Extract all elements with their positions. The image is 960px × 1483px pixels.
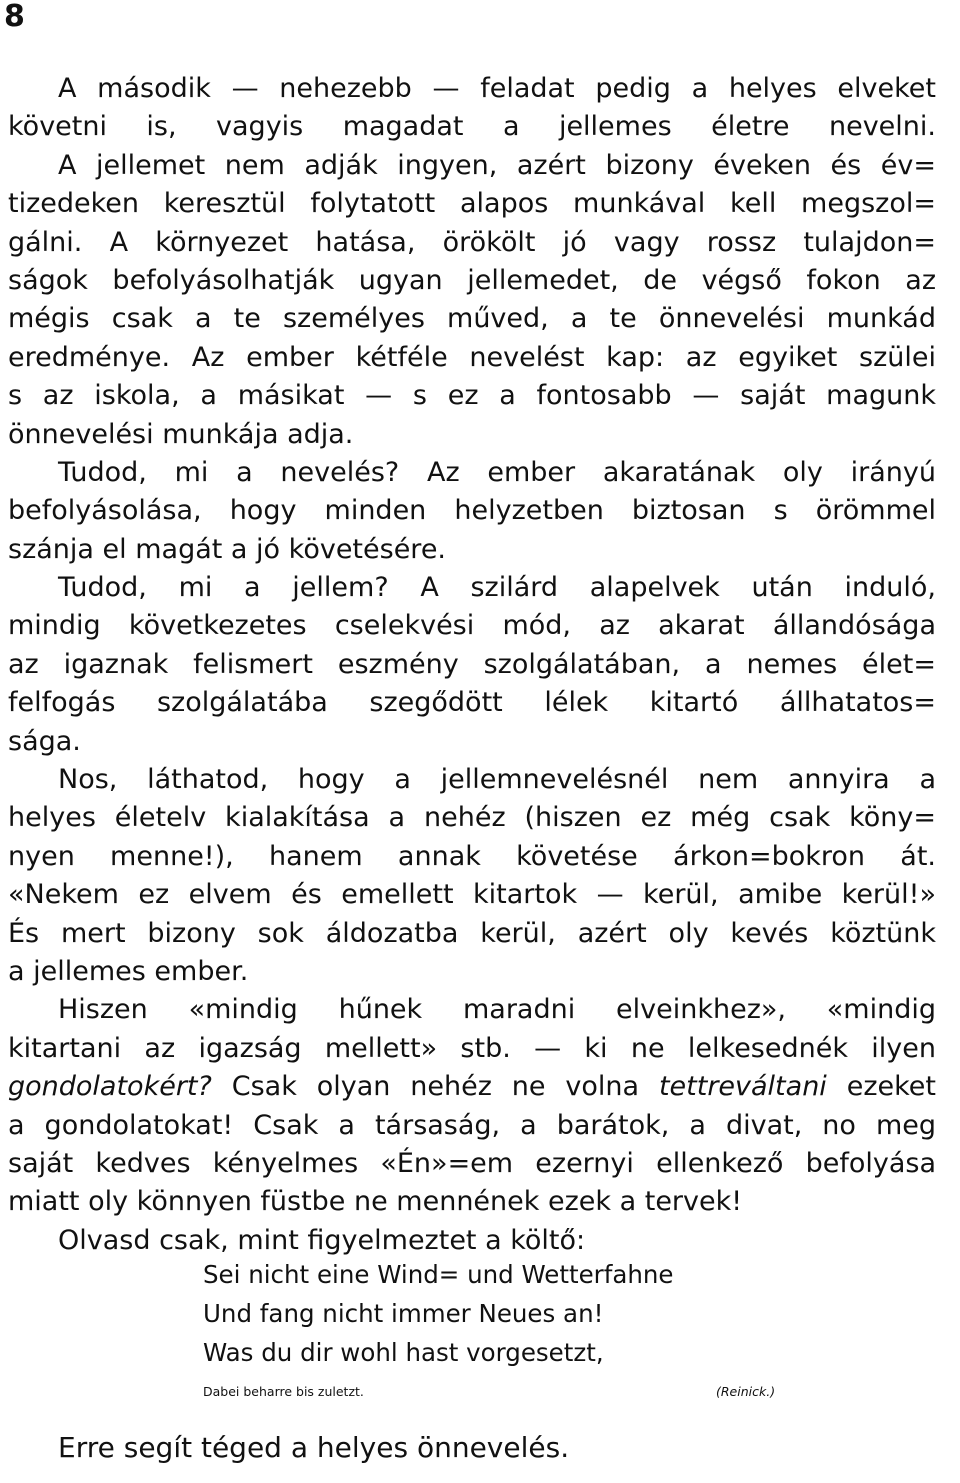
- text-line: önnevelési munkája adja.: [8, 418, 354, 450]
- text-line: sága.: [8, 725, 81, 757]
- text-line: befolyásolása, hogy minden helyzetben biztosan s örömmel: [8, 495, 936, 527]
- text-line: Nos, láthatod, hogy a jellemnevelésnél nem annyira a: [58, 764, 936, 796]
- text-line: Olvasd csak, mint figyelmeztet a költő:: [58, 1224, 586, 1256]
- poem-quote: [203, 1255, 776, 1411]
- text-line: szánja el magát a jó követésére.: [8, 533, 447, 565]
- poem-line: Was du dir wohl hast vorgesetzt,: [203, 1338, 604, 1367]
- emphasis-gondolatokert: gondolatokért?: [8, 1071, 212, 1103]
- text-segment: ezeket: [846, 1071, 936, 1103]
- poem-last-line-text: Dabei beharre bis zuletzt.: [203, 1384, 364, 1399]
- text-line: s az iskola, a másikat — s ez a fontosabb — saját magunk: [8, 380, 936, 412]
- text-line: ságok befolyásolhatják ugyan jellemedet, de végső fokon az: [8, 264, 936, 296]
- text-line: A jellemet nem adják ingyen, azért bizony éveken és év=: [58, 149, 936, 181]
- text-line: kitartani az igazság mellett» stb. — ki ne lelkesednék ilyen: [8, 1032, 936, 1064]
- text-line: mégis csak a te személyes műved, a te önnevelési munkád: [8, 303, 936, 335]
- emphasis-tettrevaltani: tettreváltani: [658, 1071, 827, 1103]
- text-line: A második — nehezebb — feladat pedig a helyes elveket: [58, 73, 936, 104]
- text-line: mindig következetes cselekvési mód, az akarat állandósága: [8, 610, 936, 642]
- text-line: a jellemes ember.: [8, 955, 249, 987]
- text-line: [8, 1068, 936, 1106]
- poem-line: Und fang nicht immer Neues an!: [203, 1299, 604, 1328]
- text-segment: Csak olyan nehéz ne volna: [231, 1071, 640, 1103]
- poem-line: Sei nicht eine Wind= und Wetterfahne: [203, 1260, 674, 1289]
- text-line: gálni. A környezet hatása, örökölt jó vagy rossz tulajdon=: [8, 226, 936, 258]
- page-number: 8: [4, 0, 25, 34]
- text-line: «Nekem ez elvem és emellett kitartok — kerül, amibe kerül!»: [8, 879, 936, 911]
- poem-attribution: (Reinick.): [716, 1384, 776, 1399]
- text-line: És mert bizony sok áldozatba kerül, azért oly kevés köztünk: [8, 917, 936, 949]
- text-line: nyen menne!), hanem annak követése árkon=bokron át.: [8, 840, 936, 872]
- text-line: az igaznak felismert eszmény szolgálatában, a nemes élet=: [8, 648, 936, 680]
- text-line: tizedeken keresztül folytatott alapos munkával kell megszol=: [8, 188, 936, 220]
- text-line: Tudod, mi a nevelés? Az ember akaratának oly irányú: [58, 456, 936, 488]
- text-line: Hiszen «mindig hűnek maradni elveinkhez», «mindig: [58, 994, 936, 1026]
- text-line: helyes életelv kialakítása a nehéz (hiszen ez még csak köny=: [8, 802, 936, 834]
- main-text: [8, 70, 936, 1260]
- text-line: felfogás szolgálatába szegődött lélek kitartó állhatatos=: [8, 687, 936, 719]
- text-line: Tudod, mi a jellem? A szilárd alapelvek után induló,: [58, 572, 936, 604]
- text-line: a gondolatokat! Csak a társaság, a barátok, a divat, no meg: [8, 1109, 936, 1141]
- poem-line: [203, 1372, 776, 1411]
- text-line: eredménye. Az ember kétféle nevelést kap: az egyiket szülei: [8, 341, 936, 373]
- text-line: saját kedves kényelmes «Én»=em ezernyi ellenkező befolyása: [8, 1147, 936, 1179]
- text-line: követni is, vagyis magadat a jellemes életre nevelni.: [8, 111, 936, 143]
- closing-line: Erre segít téged a helyes önnevelés.: [58, 1431, 570, 1464]
- text-line: miatt oly könnyen füstbe ne mennének ezek a tervek!: [8, 1186, 743, 1218]
